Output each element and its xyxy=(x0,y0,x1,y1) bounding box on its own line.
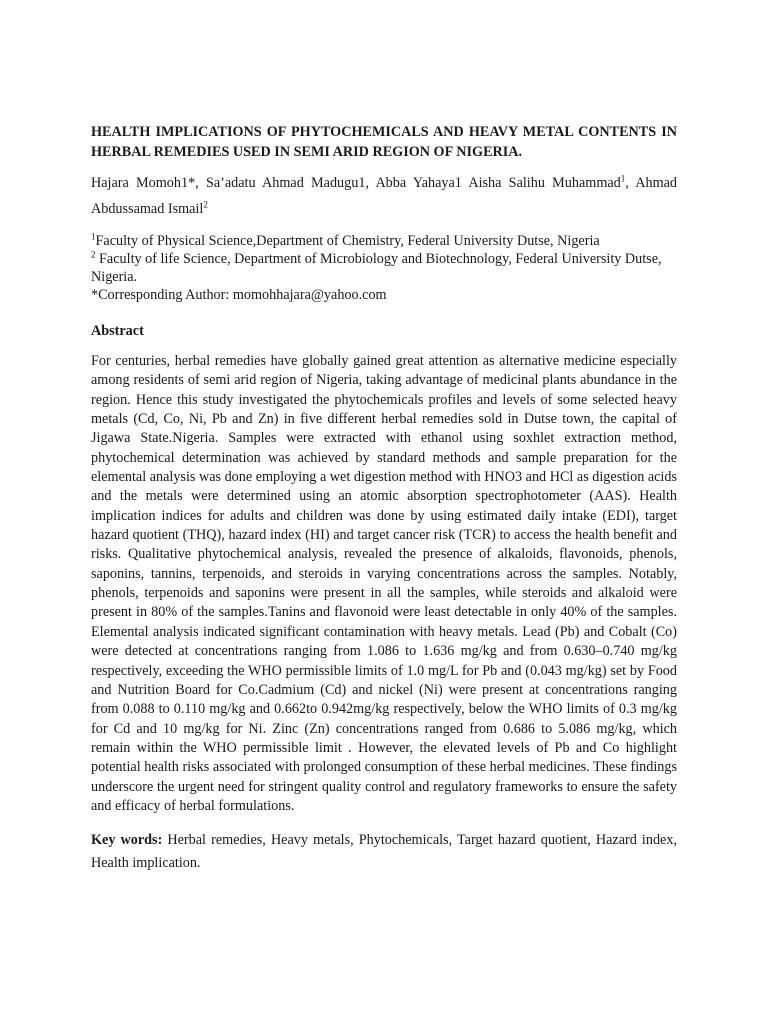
paper-page xyxy=(91,122,677,875)
affiliation-text: Faculty of Physical Science,Department of Chemistry, Federal University Dutse, Nigeria xyxy=(95,233,600,249)
affiliation-block xyxy=(91,232,677,304)
author-list xyxy=(91,170,677,222)
author-name: Aisha Salihu Muhammad xyxy=(461,175,621,191)
affiliation-1 xyxy=(91,232,677,250)
affiliation-text: Faculty of life Science, Department of Microbiology and Biotechnology, Federal University Dutse, Nigeria. xyxy=(91,251,662,285)
author-affiliation-mark: 2 xyxy=(203,199,208,210)
author-name: , Abba Yahaya xyxy=(365,175,455,191)
author-name: , Sa’adatu Ahmad Madugu xyxy=(195,175,359,191)
keywords xyxy=(91,829,677,875)
abstract-text: For centuries, herbal remedies have globally gained great attention as alternative medicine especially among residents of semi arid region of Nigeria, taking advantage of medicinal plants abundance in the region. Hence this study investigated the phytochemicals profiles and levels of some selected heavy metals (Cd, Co, Ni, Pb and Zn) in five different herbal remedies sold in Dutse town, the capital of Jigawa State.Nigeria. Samples were extracted with ethanol using soxhlet extraction method, phytochemical determination was achieved by standard methods and sample preparation for the elemental analysis was done employing a wet digestion method with HNO3 and HCl as digestion acids and the metals were determined using an atomic absorption spectrophotometer (AAS). Health implication indices for adults and children was done by using estimated daily intake (EDI), target hazard quotient (THQ), hazard index (HI) and target cancer risk (TCR) to access the health benefit and risks. Qualitative phytochemical analysis, revealed the presence of alkaloids, flavonoids, phenols, saponins, tannins, terpenoids, and steroids in varying concentrations across the samples. Notably, phenols, terpenoids and saponins were present in all the samples, while steroids and alkaloid were present in 80% of the samples.Tanins and flavonoid were least detectable in only 40% of the samples. Elemental analysis indicated significant contamination with heavy metals. Lead (Pb) and Cobalt (Co) were detected at concentrations ranging from 1.086 to 1.636 mg/kg and from 0.630–0.740 mg/kg respectively, exceeding the WHO permissible limits of 1.0 mg/L for Pb and (0.043 mg/kg) set by Food and Nutrition Board for Co.Cadmium (Cd) and nickel (Ni) were present at concentrations ranging from 0.088 to 0.110 mg/kg and 0.662to 0.942mg/kg respectively, below the WHO limits of 0.3 mg/kg for Cd and 10 mg/kg for Ni. Zinc (Zn) concentrations ranged from 0.686 to 5.086 mg/kg, which remain within the WHO permissible limit . However, the elevated levels of Pb and Co highlight potential health risks associated with prolonged consumption of these herbal medicines. These findings underscore the urgent need for stringent quality control and regulatory frameworks to ensure the safety and efficacy of herbal formulations. xyxy=(91,353,677,814)
author-affiliation-mark: 1 xyxy=(620,173,626,184)
affiliation-mark: 2 xyxy=(91,249,96,260)
keywords-text: Herbal remedies, Heavy metals, Phytochemicals, Target hazard quotient, Hazard index, Health implication. xyxy=(91,832,677,872)
author-affiliation-mark: 1 xyxy=(454,175,462,191)
affiliation-mark: 1 xyxy=(91,231,96,242)
affiliation-2 xyxy=(91,250,677,286)
author-affiliation-mark: 1 xyxy=(180,175,189,191)
abstract-heading: Abstract xyxy=(91,323,144,339)
corresponding-mark: * xyxy=(188,175,196,191)
author-name: , Ahmad Abdussamad Ismail xyxy=(91,175,678,217)
author-affiliation-mark: 1 xyxy=(358,175,366,191)
paper-title: HEALTH IMPLICATIONS OF PHYTOCHEMICALS AND HEAVY METAL CONTENTS IN HERBAL REMEDIES USED IN SEMI ARID REGION OF NIGERIA. xyxy=(91,124,677,160)
keywords-label: Key words: xyxy=(91,832,163,849)
corresponding-author: *Corresponding Author: momohhajara@yahoo.com xyxy=(91,287,387,303)
author-name: Hajara Momoh xyxy=(91,175,181,191)
